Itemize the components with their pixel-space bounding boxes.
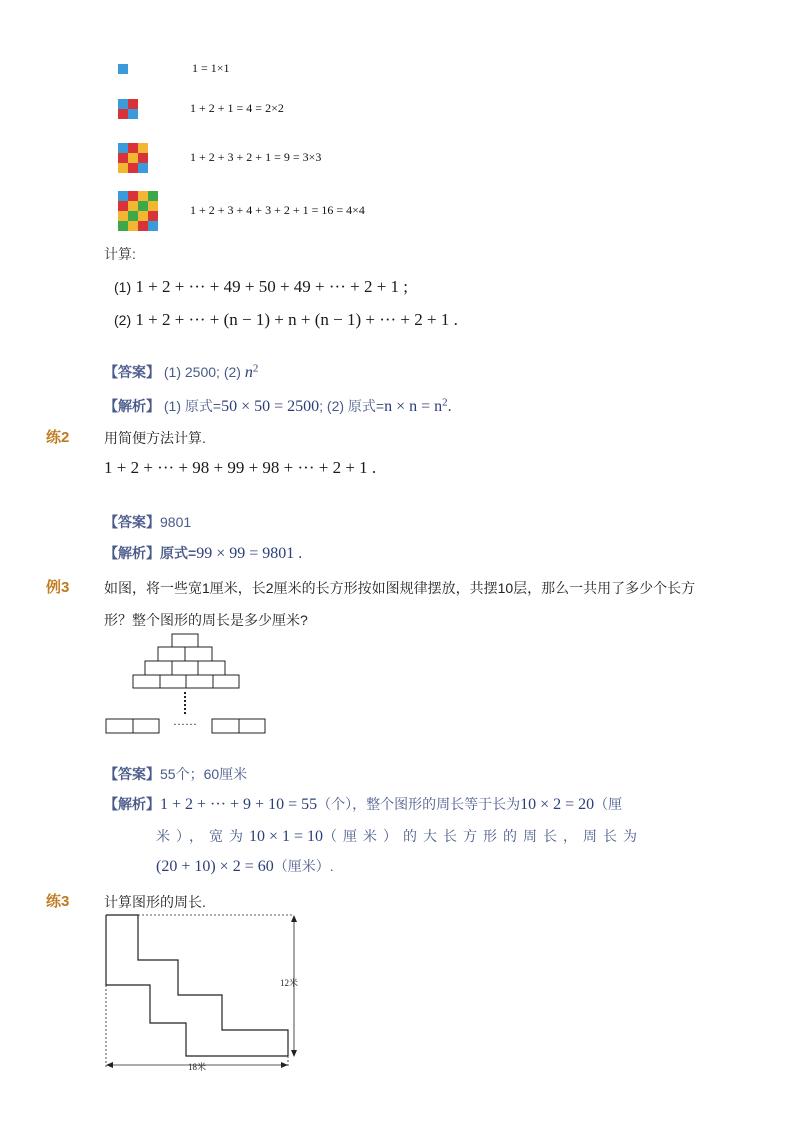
square-cell — [138, 143, 148, 153]
solution-3-text-4: （厘米）的大长方形的周长，周长为 — [323, 828, 644, 844]
answer-2-value: 9801 — [160, 514, 192, 530]
square-cell — [138, 191, 148, 201]
solution-1-math: 50 × 50 = 2500 — [221, 398, 320, 415]
staircase-figure — [98, 908, 318, 1078]
question-2-expression: 1 + 2 + ··· + (n − 1) + n + (n − 1) + ··· + 2 + 1 . — [135, 310, 458, 329]
square-cell — [148, 221, 158, 231]
rectangle-pyramid-figure — [100, 630, 280, 740]
solution-1-text-2: ; (2) 原式= — [319, 398, 385, 414]
square-cell — [118, 191, 128, 201]
square-cell — [138, 163, 148, 173]
height-label: 12米 — [280, 978, 299, 988]
solution-1-math-2: n × n = n — [384, 398, 443, 415]
lian2-expression: 1 + 2 + ··· + 98 + 99 + 98 + ··· + 2 + 1 . — [104, 458, 377, 477]
solution-3-math-2: 10 × 2 = 20 — [520, 796, 595, 813]
solution-2-prefix: 原式= — [160, 545, 197, 561]
square-cell — [148, 191, 158, 201]
square-cell — [118, 153, 128, 163]
section-lian2-label: 练2 — [46, 429, 70, 446]
li3-prompt-line-1: 如图，将一些宽1厘米，长2厘米的长方形按如图规律摆放，共摆10层，那么一共用了多少个长方 — [104, 580, 696, 596]
solution-3-line-1 — [104, 794, 622, 814]
solution-1-exponent: 2 — [442, 396, 448, 409]
square-cell — [138, 221, 148, 231]
solution-1 — [104, 396, 452, 416]
square-cell — [128, 99, 138, 109]
square-cell — [128, 163, 138, 173]
question-2-number: (2) — [114, 312, 132, 328]
lian2-prompt: 用简便方法计算. — [104, 430, 206, 446]
square-cell — [118, 163, 128, 173]
square-cell — [128, 201, 138, 211]
answer-3-value: 55个；60厘米 — [160, 766, 248, 782]
question-1-expression: 1 + 2 + ··· + 49 + 50 + 49 + ··· + 2 + 1 ; — [135, 277, 409, 296]
square-cell — [118, 143, 128, 153]
colored-square-3 — [118, 143, 148, 173]
solution-3-math-3: 10 × 1 = 10 — [249, 828, 324, 845]
lian3-prompt: 计算图形的周长. — [104, 894, 206, 910]
colored-square-1 — [118, 64, 128, 74]
answer-tag: 【答案】 — [104, 514, 160, 530]
solution-3-text-5: （厘米）. — [273, 858, 334, 874]
question-2 — [114, 310, 458, 330]
solution-2 — [104, 543, 302, 563]
li3-prompt-line-2: 形？整个图形的周长是多少厘米? — [104, 612, 308, 628]
solution-3-math-4: (20 + 10) × 2 = 60 — [156, 858, 274, 875]
answer-1-exponent: 2 — [252, 362, 259, 375]
answer-1-n: n — [244, 364, 253, 381]
square-cell — [128, 211, 138, 221]
answer-tag: 【答案】 — [104, 766, 160, 782]
solution-3-line-2 — [156, 826, 643, 846]
square-equation-2: 1 + 2 + 1 = 4 = 2×2 — [190, 101, 284, 115]
solution-3-text-3: 米），宽为 — [156, 828, 249, 844]
solution-3-line-3 — [156, 856, 334, 876]
square-cell — [118, 211, 128, 221]
square-cell — [128, 191, 138, 201]
colored-square-2 — [118, 99, 138, 119]
width-label: 18米 — [187, 1062, 207, 1072]
square-cell — [148, 201, 158, 211]
square-cell — [118, 221, 128, 231]
solution-2-math: 99 × 99 = 9801 . — [196, 545, 303, 562]
answer-2 — [104, 512, 191, 532]
solution-3-text-1: （个），整个图形的周长等于长为 — [317, 796, 521, 812]
square-cell — [118, 201, 128, 211]
pyramid-dots: ······ — [173, 717, 197, 731]
compute-label: 计算: — [104, 246, 136, 262]
solution-tag: 【解析】 — [104, 545, 160, 561]
square-equation-3: 1 + 2 + 3 + 2 + 1 = 9 = 3×3 — [190, 150, 322, 164]
square-cell — [128, 143, 138, 153]
square-cell — [118, 99, 128, 109]
square-cell — [128, 153, 138, 163]
square-cell — [148, 211, 158, 221]
section-li3-label: 例3 — [46, 579, 70, 596]
answer-1 — [104, 362, 258, 382]
question-1 — [114, 277, 408, 297]
section-lian3-label: 练3 — [46, 893, 70, 910]
answer-1-text: (1) 2500; (2) — [163, 364, 245, 380]
solution-3-text-2: （厘 — [594, 796, 623, 812]
square-cell — [118, 109, 128, 119]
square-cell — [128, 221, 138, 231]
solution-3-math-1: 1 + 2 + ··· + 9 + 10 = 55 — [160, 796, 318, 813]
square-cell — [138, 201, 148, 211]
solution-1-end: . — [447, 398, 452, 415]
square-cell — [128, 109, 138, 119]
square-equation-4: 1 + 2 + 3 + 4 + 3 + 2 + 1 = 16 = 4×4 — [190, 203, 365, 217]
square-cell — [138, 211, 148, 221]
answer-tag: 【答案】 — [104, 364, 160, 380]
solution-1-text: (1) 原式= — [163, 398, 222, 414]
square-cell — [138, 153, 148, 163]
solution-tag: 【解析】 — [104, 796, 160, 812]
colored-square-4 — [118, 191, 158, 231]
solution-tag: 【解析】 — [104, 398, 160, 414]
square-cell — [118, 64, 128, 74]
answer-3 — [104, 764, 247, 784]
square-equation-1: 1 = 1×1 — [192, 61, 230, 75]
question-1-number: (1) — [114, 279, 132, 295]
